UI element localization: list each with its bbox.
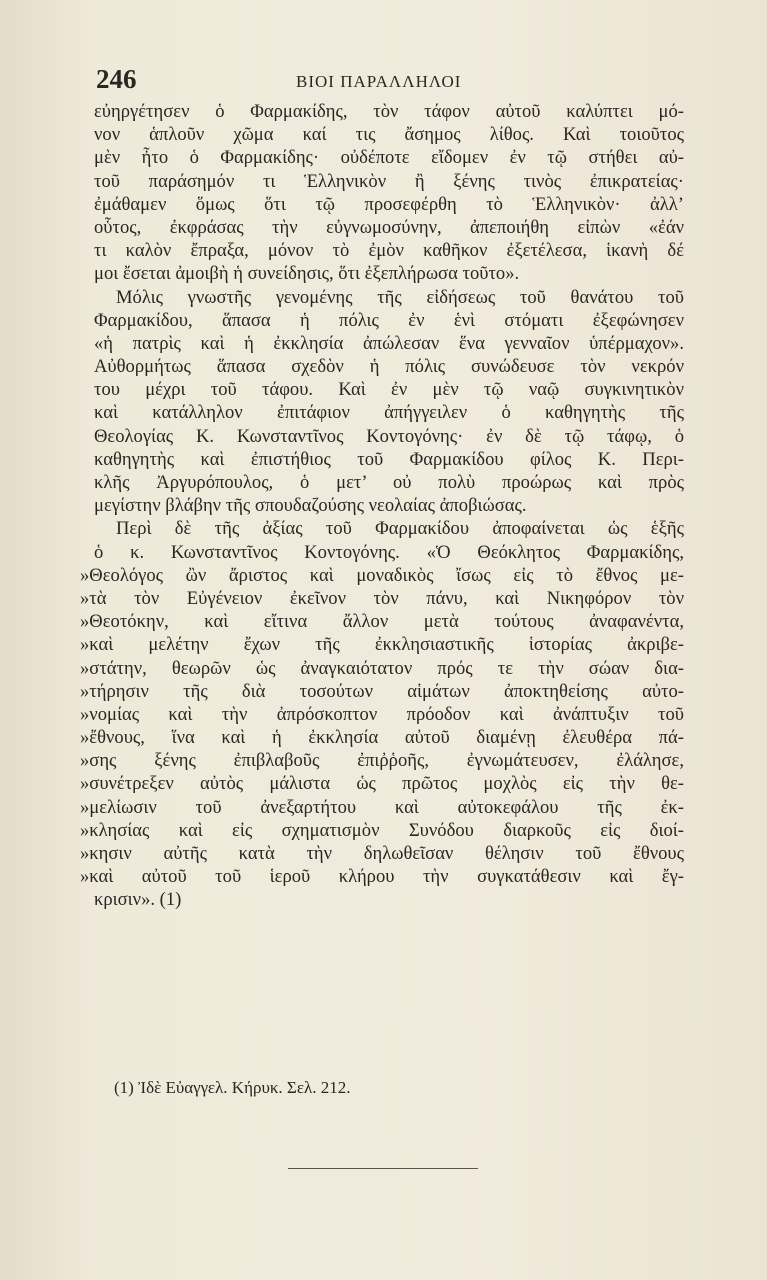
text-line: »στάτην, θεωρῶν ὡς ἀναγκαιότατον πρός τε τὴν σώαν δια- bbox=[80, 657, 684, 679]
text-line: του μέχρι τοῦ τάφου. Καὶ ἐν μὲν τῷ ναῷ συγκινητικὸν bbox=[94, 379, 684, 401]
text-line: οὗτος, ἐκφράσας τὴν εὐγνωμοσύνην, ἀπεποιήθη εἰπὼν «ἐάν bbox=[94, 216, 684, 238]
text-line: καθηγητὴς καὶ ἐπιστήθιος τοῦ Φαρμακίδου φίλος Κ. Περι- bbox=[94, 448, 684, 470]
text-line: μοι ἔσεται ἀμοιβὴ ἡ συνείδησις, ὅτι ἐξεπλήρωσα τοῦτο». bbox=[94, 263, 520, 285]
text-line: »Θεοτόκην, καὶ εἴτινα ἄλλον μετὰ τούτους ἀναφανέντα, bbox=[80, 611, 684, 633]
text-line: »κησιν αὐτῆς κατὰ τὴν δηλωθεῖσαν θέλησιν τοῦ ἔθνους bbox=[80, 843, 684, 864]
text-line: »τὰ τὸν Εὐγένειον ἐκεῖνον τὸν πάνυ, καὶ Νικηφόρον τὸν bbox=[80, 587, 684, 609]
page-number: 246 bbox=[96, 64, 137, 94]
text-line: »καὶ μελέτην ἔχων τῆς ἐκκλησιαστικῆς ἱστορίας ἀκριβε- bbox=[80, 634, 684, 656]
text-line: »κλησίας καὶ εἰς σχηματισμὸν Συνόδου διαρκοῦς εἰς διοί- bbox=[80, 819, 684, 841]
text-line: Θεολογίας Κ. Κωνσταντῖνος Κοντογόνης· ἐν δὲ τῷ τάφῳ, ὁ bbox=[94, 425, 684, 447]
text-line: τι καλὸν ἔπραξα, μόνον τὸ ἐμὸν καθῆκον ἐξετέλεσα, ἱκανὴ δέ bbox=[94, 240, 684, 262]
text-line: μεγίστην βλάβην τῆς σπουδαζούσης νεολαίας ἀποβιώσας. bbox=[94, 495, 527, 517]
text-line: »Θεολόγος ὢν ἄριστος καὶ μοναδικὸς ἴσως εἰς τὸ ἔθνος με- bbox=[80, 564, 684, 586]
text-line: »νομίας καὶ τὴν ἀπρόσκοπτον πρόοδον καὶ ἀνάπτυξιν τοῦ bbox=[80, 703, 684, 725]
text-line: μὲν ἦτο ὁ Φαρμακίδης· οὐδέποτε εἴδομεν ἐν τῷ στήθει αὐ- bbox=[94, 147, 684, 169]
footnote: (1) Ἰδὲ Εὐαγγελ. Κήρυκ. Σελ. 212. bbox=[114, 1078, 351, 1097]
text-line: »τήρησιν τῆς διὰ τοσούτων αἱμάτων ἀποκτηθείσης αὐτο- bbox=[80, 680, 684, 702]
text-line: ὁ κ. Κωνσταντῖνος Κοντογόνης. «Ὁ Θεόκλητος Φαρμακίδης, bbox=[94, 541, 684, 563]
text-line: »καὶ αὐτοῦ τοῦ ἱεροῦ κλήρου τὴν συγκατάθεσιν καὶ ἔγ- bbox=[80, 866, 684, 888]
text-line: Φαρμακίδου, ἅπασα ἡ πόλις ἐν ἑνὶ στόματι ἐξεφώνησεν bbox=[94, 309, 684, 331]
text-line: Αὐθορμήτως ἅπασα σχεδὸν ἡ πόλις συνώδευσε τὸν νεκρόν bbox=[94, 356, 684, 378]
running-title: ΒΙΟΙ ΠΑΡΑΛΛΗΛΟΙ bbox=[296, 72, 462, 91]
text-line: »ἔθνους, ἵνα καὶ ἡ ἐκκλησία αὐτοῦ διαμένῃ ἐλευθέρα πά- bbox=[80, 727, 684, 749]
page-header bbox=[96, 64, 686, 98]
text-line: »μελίωσιν τοῦ ἀνεξαρτήτου καὶ αὐτοκεφάλου τῆς ἐκ- bbox=[80, 796, 684, 818]
text-line: τοῦ παράσημόν τι Ἑλληνικὸν ἢ ξένης τινὸς ἐπικρατείας· bbox=[94, 170, 684, 192]
text-line: Περὶ δὲ τῆς ἀξίας τοῦ Φαρμακίδου ἀποφαίνεται ὡς ἑξῆς bbox=[116, 518, 684, 540]
body-text bbox=[80, 100, 684, 912]
end-rule bbox=[288, 1168, 478, 1169]
text-line: κλῆς Ἀργυρόπουλος, ὁ μετ’ οὐ πολὺ προώρως καὶ πρὸς bbox=[94, 472, 684, 493]
text-line: »σης ξένης ἐπιβλαβοῦς ἐπιῤῥοῆς, ἐγνωμάτευσεν, ἐλάλησε, bbox=[80, 750, 684, 772]
text-line: Μόλις γνωστῆς γενομένης τῆς εἰδήσεως τοῦ θανάτου τοῦ bbox=[116, 286, 684, 308]
text-line: καὶ κατάλληλον ἐπιτάφιον ἀπήγγειλεν ὁ καθηγητὴς τῆς bbox=[94, 402, 684, 424]
text-line: εὐηργέτησεν ὁ Φαρμακίδης, τὸν τάφον αὐτοῦ καλύπτει μό- bbox=[94, 101, 684, 122]
text-line: νον ἁπλοῦν χῶμα καί τις ἄσημος λίθος. Καὶ τοιοῦτος bbox=[94, 124, 684, 146]
text-line: ἐμάθαμεν ὅμως ὅτι τῷ προσεφέρθη τὸ Ἑλληνικὸν· ἀλλ’ bbox=[94, 193, 684, 215]
text-line: «ἡ πατρὶς καὶ ἡ ἐκκλησία ἀπώλεσαν ἕνα γενναῖον ὑπέρμαχον». bbox=[94, 332, 684, 354]
text-line: »συνέτρεξεν αὐτὸς μάλιστα ὡς πρῶτος μοχλὸς εἰς τὴν θε- bbox=[80, 773, 684, 795]
text-line: κρισιν». (1) bbox=[94, 889, 182, 911]
